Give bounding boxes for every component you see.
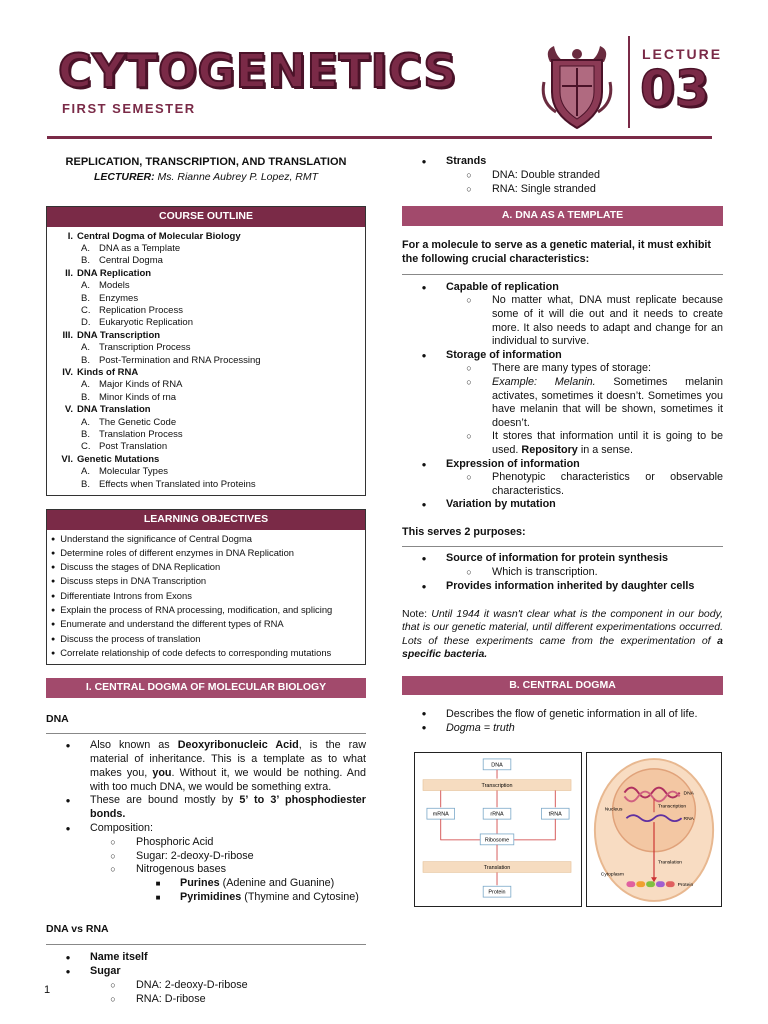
left-column [46, 150, 366, 1006]
list-item: ● Expression of information [402, 458, 723, 472]
list-item: ○ It stores that information until it is going to be used. Repository in a sense. [402, 430, 723, 457]
list-item: ● Composition: [46, 822, 366, 836]
outline-section: I. Central Dogma of Molecular Biology [67, 230, 241, 242]
learning-objectives-list [47, 530, 365, 665]
list-item: ● Also known as Deoxyribonucleic Acid, is the raw material of inheritance. This is a template as to what makes you, you. Without it, we would be nothing. And with too much DNA, we would be something extra. [46, 739, 366, 794]
objective-item: ● Correlate relationship of code defects to corresponding mutations [51, 647, 361, 661]
circle-bullet-icon: ○ [110, 864, 116, 875]
course-outline-box [46, 206, 366, 496]
bullet-icon: ● [421, 582, 427, 592]
cell-central-dogma-figure [586, 752, 722, 907]
dna-list [46, 739, 366, 905]
bullet-icon: ● [65, 741, 71, 751]
list-item: ● Source of information for protein synthesis [402, 552, 723, 566]
list-item: ● Variation by mutation [402, 498, 723, 512]
section-central-dogma-heading: I. CENTRAL DOGMA OF MOLECULAR BIOLOGY [46, 678, 366, 698]
lecture-title: REPLICATION, TRANSCRIPTION, AND TRANSLATION [65, 156, 347, 168]
crest-logo-icon [540, 42, 614, 132]
list-item: ○ Phosphoric Acid [46, 836, 366, 850]
bullet-icon: ● [421, 350, 427, 360]
course-outline-list [47, 227, 365, 496]
bullet-icon: ● [421, 157, 427, 166]
list-item: ● Provides information inherited by daughter cells [402, 580, 723, 594]
fig1-trna-label: tRNA [548, 812, 562, 819]
section-central-dogma-b-heading: B. CENTRAL DOGMA [402, 676, 723, 696]
outline-subsection: B. Post-Termination and RNA Processing [81, 354, 261, 366]
list-item: ○ DNA: Double stranded [402, 169, 723, 183]
objective-item: ● Understand the significance of Central Dogma [51, 533, 361, 547]
bullet-icon: ● [65, 823, 71, 833]
outline-subsection: B. Minor Kinds of rna [81, 391, 177, 403]
header-rule [47, 136, 712, 139]
fig1-ribosome-label: Ribosome [484, 837, 510, 844]
objective-item: ● Determine roles of different enzymes in DNA Replication [51, 547, 361, 561]
dna-vs-rna-list [46, 951, 366, 1006]
central-dogma-list [402, 707, 723, 735]
dna-label: DNA [46, 712, 69, 725]
circle-bullet-icon: ○ [466, 363, 472, 374]
circle-bullet-icon: ○ [110, 979, 116, 990]
dna-rule [46, 733, 366, 734]
bullet-icon: ● [421, 282, 427, 292]
list-item: ○ Example: Melanin. Sometimes melanin activates, sometimes it doesn’t. Sometimes you have melanin that will be shown, sometimes it doesn’t. [402, 376, 723, 430]
circle-bullet-icon: ○ [110, 836, 116, 847]
central-dogma-flowchart-figure [414, 752, 582, 907]
fig1-dna-label: DNA [491, 762, 503, 769]
circle-bullet-icon: ○ [466, 169, 472, 180]
outline-subsection: C. Replication Process [81, 304, 183, 316]
fig1-transcription-label: Transcription [481, 783, 513, 790]
template-rule [402, 274, 723, 275]
objective-item: ● Discuss the stages of DNA Replication [51, 561, 361, 575]
circle-bullet-icon: ○ [110, 850, 116, 861]
fig2-protein-label: Protein [677, 883, 694, 889]
lecturer-name: Ms. Rianne Aubrey P. Lopez, RMT [154, 170, 319, 183]
outline-subsection: B. Effects when Translated into Proteins [81, 478, 256, 490]
fig2-dna-label: DNA [683, 791, 694, 797]
list-item: ○ Phenotypic characteristics or observable characteristics. [402, 471, 723, 498]
bullet-icon: ● [421, 500, 427, 510]
outline-subsection: B. Translation Process [81, 429, 183, 440]
central-dogma-figures [414, 752, 723, 907]
bullet-icon: ● [421, 723, 427, 733]
objective-item: ● Enumerate and understand the different types of RNA [51, 618, 361, 632]
bullet-icon: ● [65, 953, 71, 963]
objective-item: ● Differentiate Introns from Exons [51, 590, 361, 604]
list-item: ● Describes the flow of genetic information in all of life. [402, 707, 723, 721]
bullet-icon: ● [421, 554, 427, 564]
outline-section: VI. Genetic Mutations [61, 453, 160, 465]
list-item: ● Sugar [46, 965, 366, 979]
lecture-label: LECTURE [642, 46, 723, 62]
fig1-mrna-label: mRNA [432, 812, 449, 819]
outline-subsection: A. DNA as a Template [81, 242, 181, 254]
lecturer-line [46, 171, 366, 185]
circle-bullet-icon: ○ [466, 567, 472, 578]
purposes-label: This serves 2 purposes: [402, 525, 526, 538]
list-item: ○ DNA: 2-deoxy-D-ribose [46, 979, 366, 993]
list-item: ● These are bound mostly by 5’ to 3’ phosphodiester bonds. [46, 794, 366, 822]
outline-subsection: A. Major Kinds of RNA [81, 379, 183, 391]
fig2-transcription-label: Transcription [657, 804, 687, 810]
circle-bullet-icon: ○ [110, 993, 116, 1004]
purposes-list [402, 552, 723, 593]
circle-bullet-icon: ○ [466, 295, 472, 306]
semester-subtitle: FIRST SEMESTER [62, 101, 196, 116]
list-item: ● Strands [402, 155, 723, 169]
right-column [402, 150, 723, 907]
list-item: ○ RNA: D-ribose [46, 993, 366, 1007]
fig2-cytoplasm-label: Cytoplasm [600, 872, 624, 878]
square-bullet-icon: ■ [155, 892, 161, 902]
list-item: ○ No matter what, DNA must replicate because some of it will die out and it needs to create more. It also needs to adapt and change for an individual to survive. [402, 294, 723, 348]
outline-subsection: B. Central Dogma [81, 255, 163, 267]
objective-item: ● Discuss steps in DNA Transcription [51, 575, 361, 589]
purposes-rule [402, 546, 723, 547]
list-item: ● Storage of information [402, 349, 723, 363]
list-item: ○ Sugar: 2-deoxy-D-ribose [46, 850, 366, 864]
document-title: CYTOGENETICS [58, 44, 457, 98]
list-item: ○ Nitrogenous bases [46, 863, 366, 877]
list-item: ● Dogma = truth [402, 721, 723, 735]
history-note: Note: Until 1944 it wasn't clear what is the component in our body, that is our genetic material, until different experimentations occurred. Lots of these experiments came from the experimentation of a specific bacteria. [402, 607, 724, 661]
outline-subsection: C. Post Translation [81, 441, 168, 453]
fig2-rna-label: RNA [683, 817, 694, 823]
list-item: ● Name itself [46, 951, 366, 965]
bullet-icon: ● [65, 796, 71, 806]
strands-list [402, 155, 723, 196]
dna-vs-rna-label: DNA vs RNA [46, 922, 109, 935]
dna-vs-rna-rule [46, 944, 366, 945]
outline-section: IV. Kinds of RNA [62, 366, 139, 378]
list-item: ■ Purines (Adenine and Guanine) [46, 877, 366, 891]
outline-section: II. DNA Replication [65, 267, 152, 279]
outline-subsection: A. Molecular Types [81, 466, 168, 478]
circle-bullet-icon: ○ [466, 183, 472, 194]
objective-item: ● Explain the process of RNA processing, modification, and splicing [51, 604, 361, 618]
list-item: ● Capable of replication [402, 281, 723, 295]
outline-subsection: A. Models [81, 280, 130, 292]
fig2-translation-label: Translation [657, 860, 683, 866]
list-item: ○ RNA: Single stranded [402, 183, 723, 197]
characteristics-list [402, 281, 723, 512]
fig1-protein-label: Protein [488, 890, 506, 897]
course-outline-heading: COURSE OUTLINE [47, 207, 365, 227]
fig1-rrna-label: rRNA [490, 812, 504, 819]
bullet-icon: ● [65, 967, 71, 977]
template-intro: For a molecule to serve as a genetic material, it must exhibit the following crucial characteristics: [402, 238, 712, 265]
list-item: ■ Pyrimidines (Thymine and Cytosine) [46, 891, 366, 905]
fig1-translation-label: Translation [483, 865, 511, 872]
fig2-nucleus-label: Nucleus [604, 807, 623, 813]
outline-subsection: A. The Genetic Code [81, 416, 177, 428]
protein-chain-icon [626, 882, 674, 888]
outline-subsection: B. Enzymes [81, 292, 139, 304]
bullet-icon: ● [421, 459, 427, 469]
list-item: ○ Which is transcription. [402, 566, 723, 580]
objective-item: ● Discuss the process of translation [51, 633, 361, 647]
outline-section: V. DNA Translation [64, 404, 151, 416]
learning-objectives-box [46, 509, 366, 665]
circle-bullet-icon: ○ [466, 472, 472, 483]
bullet-icon: ● [421, 709, 427, 719]
list-item: ○ There are many types of storage: [402, 362, 723, 376]
circle-bullet-icon: ○ [466, 431, 472, 442]
section-dna-template-heading: A. DNA AS A TEMPLATE [402, 206, 723, 226]
learning-objectives-heading: LEARNING OBJECTIVES [47, 510, 365, 530]
outline-subsection: A. Transcription Process [81, 342, 191, 354]
page-number: 1 [44, 984, 51, 996]
header-divider [628, 36, 630, 128]
outline-subsection: D. Eukaryotic Replication [81, 317, 193, 329]
lecturer-label: LECTURER: [93, 170, 155, 183]
square-bullet-icon: ■ [155, 879, 161, 889]
lecture-number: 03 [640, 60, 710, 118]
outline-section: III. DNA Transcription [62, 329, 161, 341]
circle-bullet-icon: ○ [466, 377, 472, 388]
